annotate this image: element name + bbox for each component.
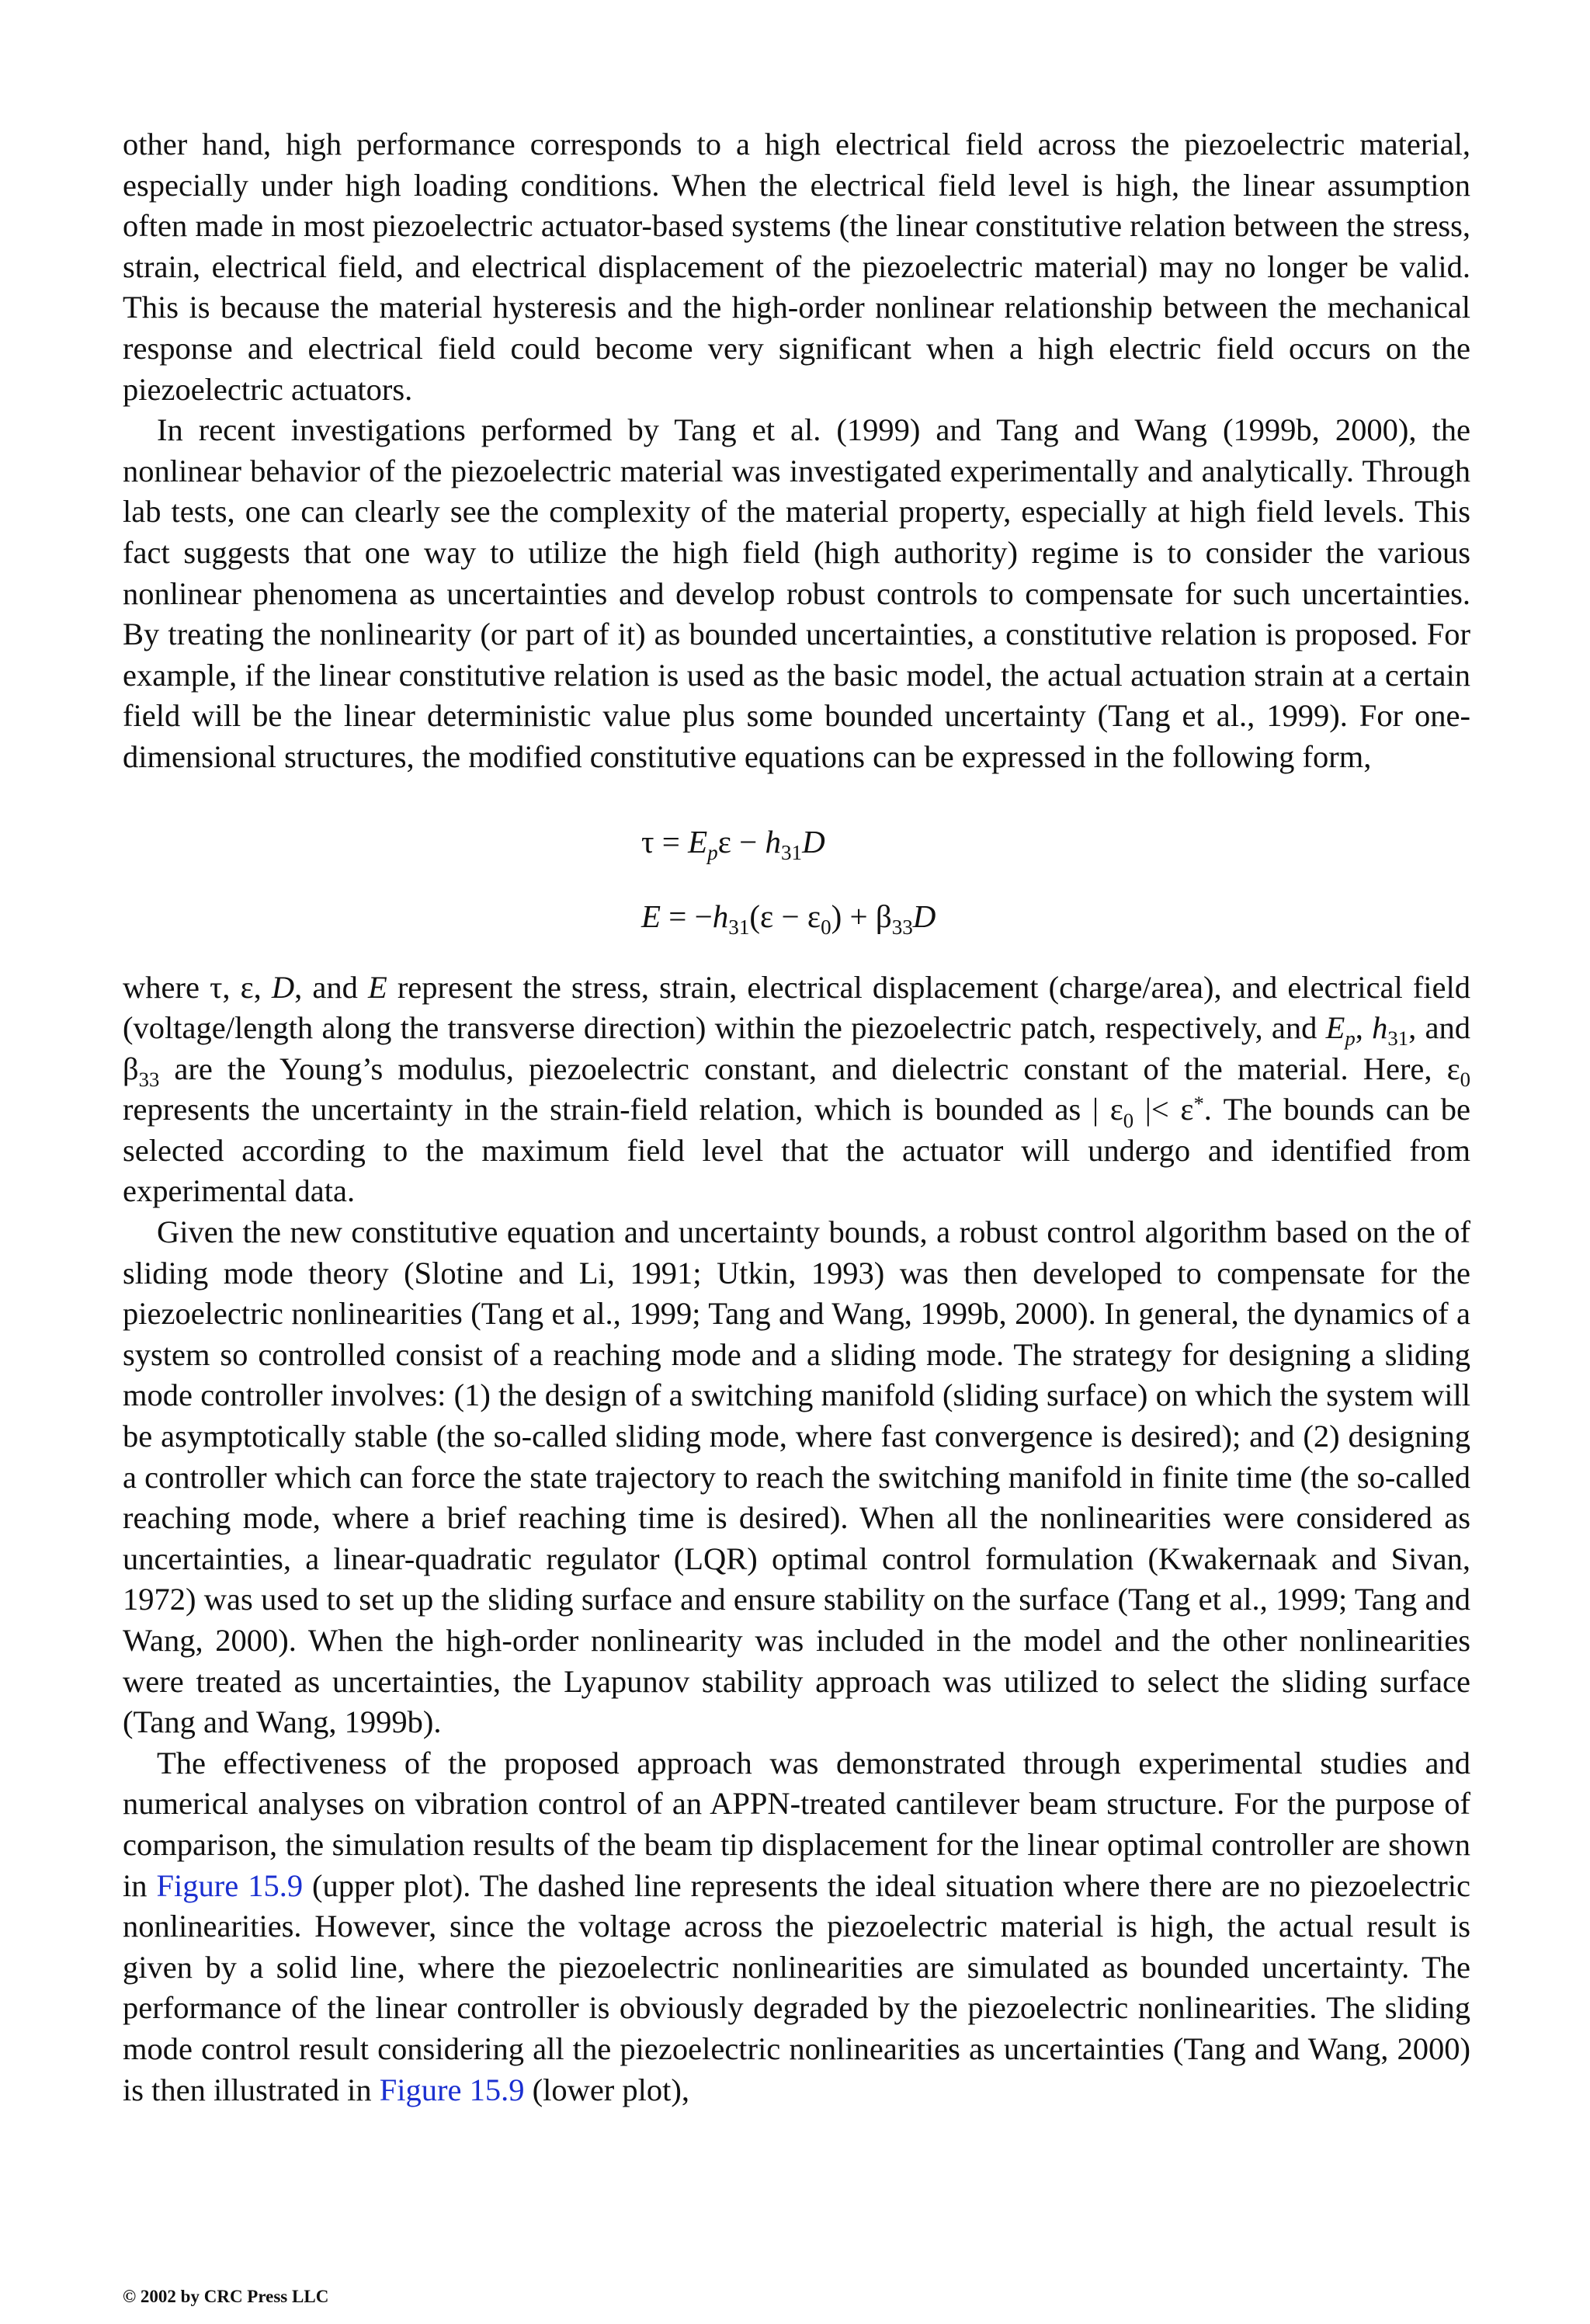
page-body [123,124,1470,2110]
paragraph-4: Given the new constitutive equation and uncertainty bounds, a robust control algorithm based on the of sliding mode theory (Slotine and Li, 1991; Utkin, 1993) was then developed to compensate for the piezoelectric nonlinearities (Tang et al., 1999; Tang and Wang, 1999b, 2000). In general, the dynamics of a system so controlled consist of a reaching mode and a sliding mode. The strategy for designing a sliding mode controller involves: (1) the design of a switching manifold (sliding surface) on which the system will be asymptotically stable (the so-called sliding mode, where fast convergence is desired); and (2) designing a controller which can force the state trajectory to reach the switching manifold in finite time (the so-called reaching mode, where a brief reaching time is desired). When all the nonlinearities were considered as uncertainties, a linear-quadratic regulator (LQR) optimal control formulation (Kwakernaak and Sivan, 1972) was used to set up the sliding surface and ensure stability on the surface (Tang et al., 1999; Tang and Wang, 2000). When the high-order nonlinearity was included in the model and the other nonlinearities were treated as uncertainties, the Lyapunov stability approach was utilized to select the sliding surface (Tang and Wang, 1999b). [123,1214,1470,1740]
figure-15-9-link[interactable]: Figure 15.9 [379,2072,525,2107]
figure-15-9-link[interactable]: Figure 15.9 [156,1867,304,1903]
paragraph-1: other hand, high performance corresponds to a high electrical field across the piezoelectric material, especially under high loading conditions. When the electrical field level is high, the linear assumption often made in most piezoelectric actuator-based systems (the linear constitutive relation between the stress, strain, electrical field, and electrical displacement of the piezoelectric material) may no longer be valid. This is because the material hysteresis and the high-order nonlinear relationship between the mechanical response and electrical field could become very significant when a high electric field occurs on the piezoelectric actuators. [123,127,1470,407]
equation-field: $E = -h_{31}(\varepsilon - \varepsilon_0) + \beta_{33}D$ [641,898,936,939]
paragraph-2: In recent investigations performed by Tang et al. (1999) and Tang and Wang (1999b, 2000), the nonlinear behavior of the piezoelectric material was investigated experimentally and analytically. Through lab tests, one can clearly see the complexity of the material property, especially at high field levels. This fact suggests that one way to utilize the high field (high authority) regime is to consider the various nonlinear phenomena as uncertainties and develop robust controls to compensate for such uncertainties. By treating the nonlinearity (or part of it) as bounded uncertainties, a constitutive relation is proposed. For example, if the linear constitutive relation is used as the basic model, the actual actuation strain at a certain field will be the linear deterministic value plus some bounded uncertainty (Tang et al., 1999). For one-dimensional structures, the modified constitutive equations can be expressed in the following form, [123,412,1470,774]
equation-stress: $\tau = E_p\varepsilon - h_{31}D$ [641,823,825,864]
paragraph-3: where τ, ε, D, and E represent the stress, strain, electrical displacement (charge/area), and electrical field (voltage/length along the transverse direction) within the piezoelectric patch, respectively, and $E_p$, $h_{31}$, and $\beta_{33}$ are the Young’s modulus, piezoelectric constant, and dielectric constant of the material. Here, $\varepsilon_0$ represents the uncertainty in the strain-field relation, which is bounded as | $\varepsilon_0$ |< ε*. The bounds can be selected according to the maximum field level that the actuator will undergo and identified from experimental data. [123,969,1471,1209]
copyright-footer: © 2002 by CRC Press LLC [123,2287,329,2306]
paragraph-5: The effectiveness of the proposed approach was demonstrated through experimental studies and numerical analyses on vibration control of an APPN-treated cantilever beam structure. For the purpose of comparison, the simulation results of the beam tip displacement for the linear optimal controller are shown in Figure 15.9 (upper plot). The dashed line represents the ideal situation where there are no piezoelectric nonlinearities. However, since the voltage across the piezoelectric material is high, the actual result is given by a solid line, where the piezoelectric nonlinearities are simulated as bounded uncertainty. The performance of the linear controller is obviously degraded by the piezoelectric nonlinearities. The sliding mode control result considering all the piezoelectric nonlinearities as uncertainties (Tang and Wang, 2000) is then illustrated in Figure 15.9 (lower plot), [123,1745,1470,2107]
